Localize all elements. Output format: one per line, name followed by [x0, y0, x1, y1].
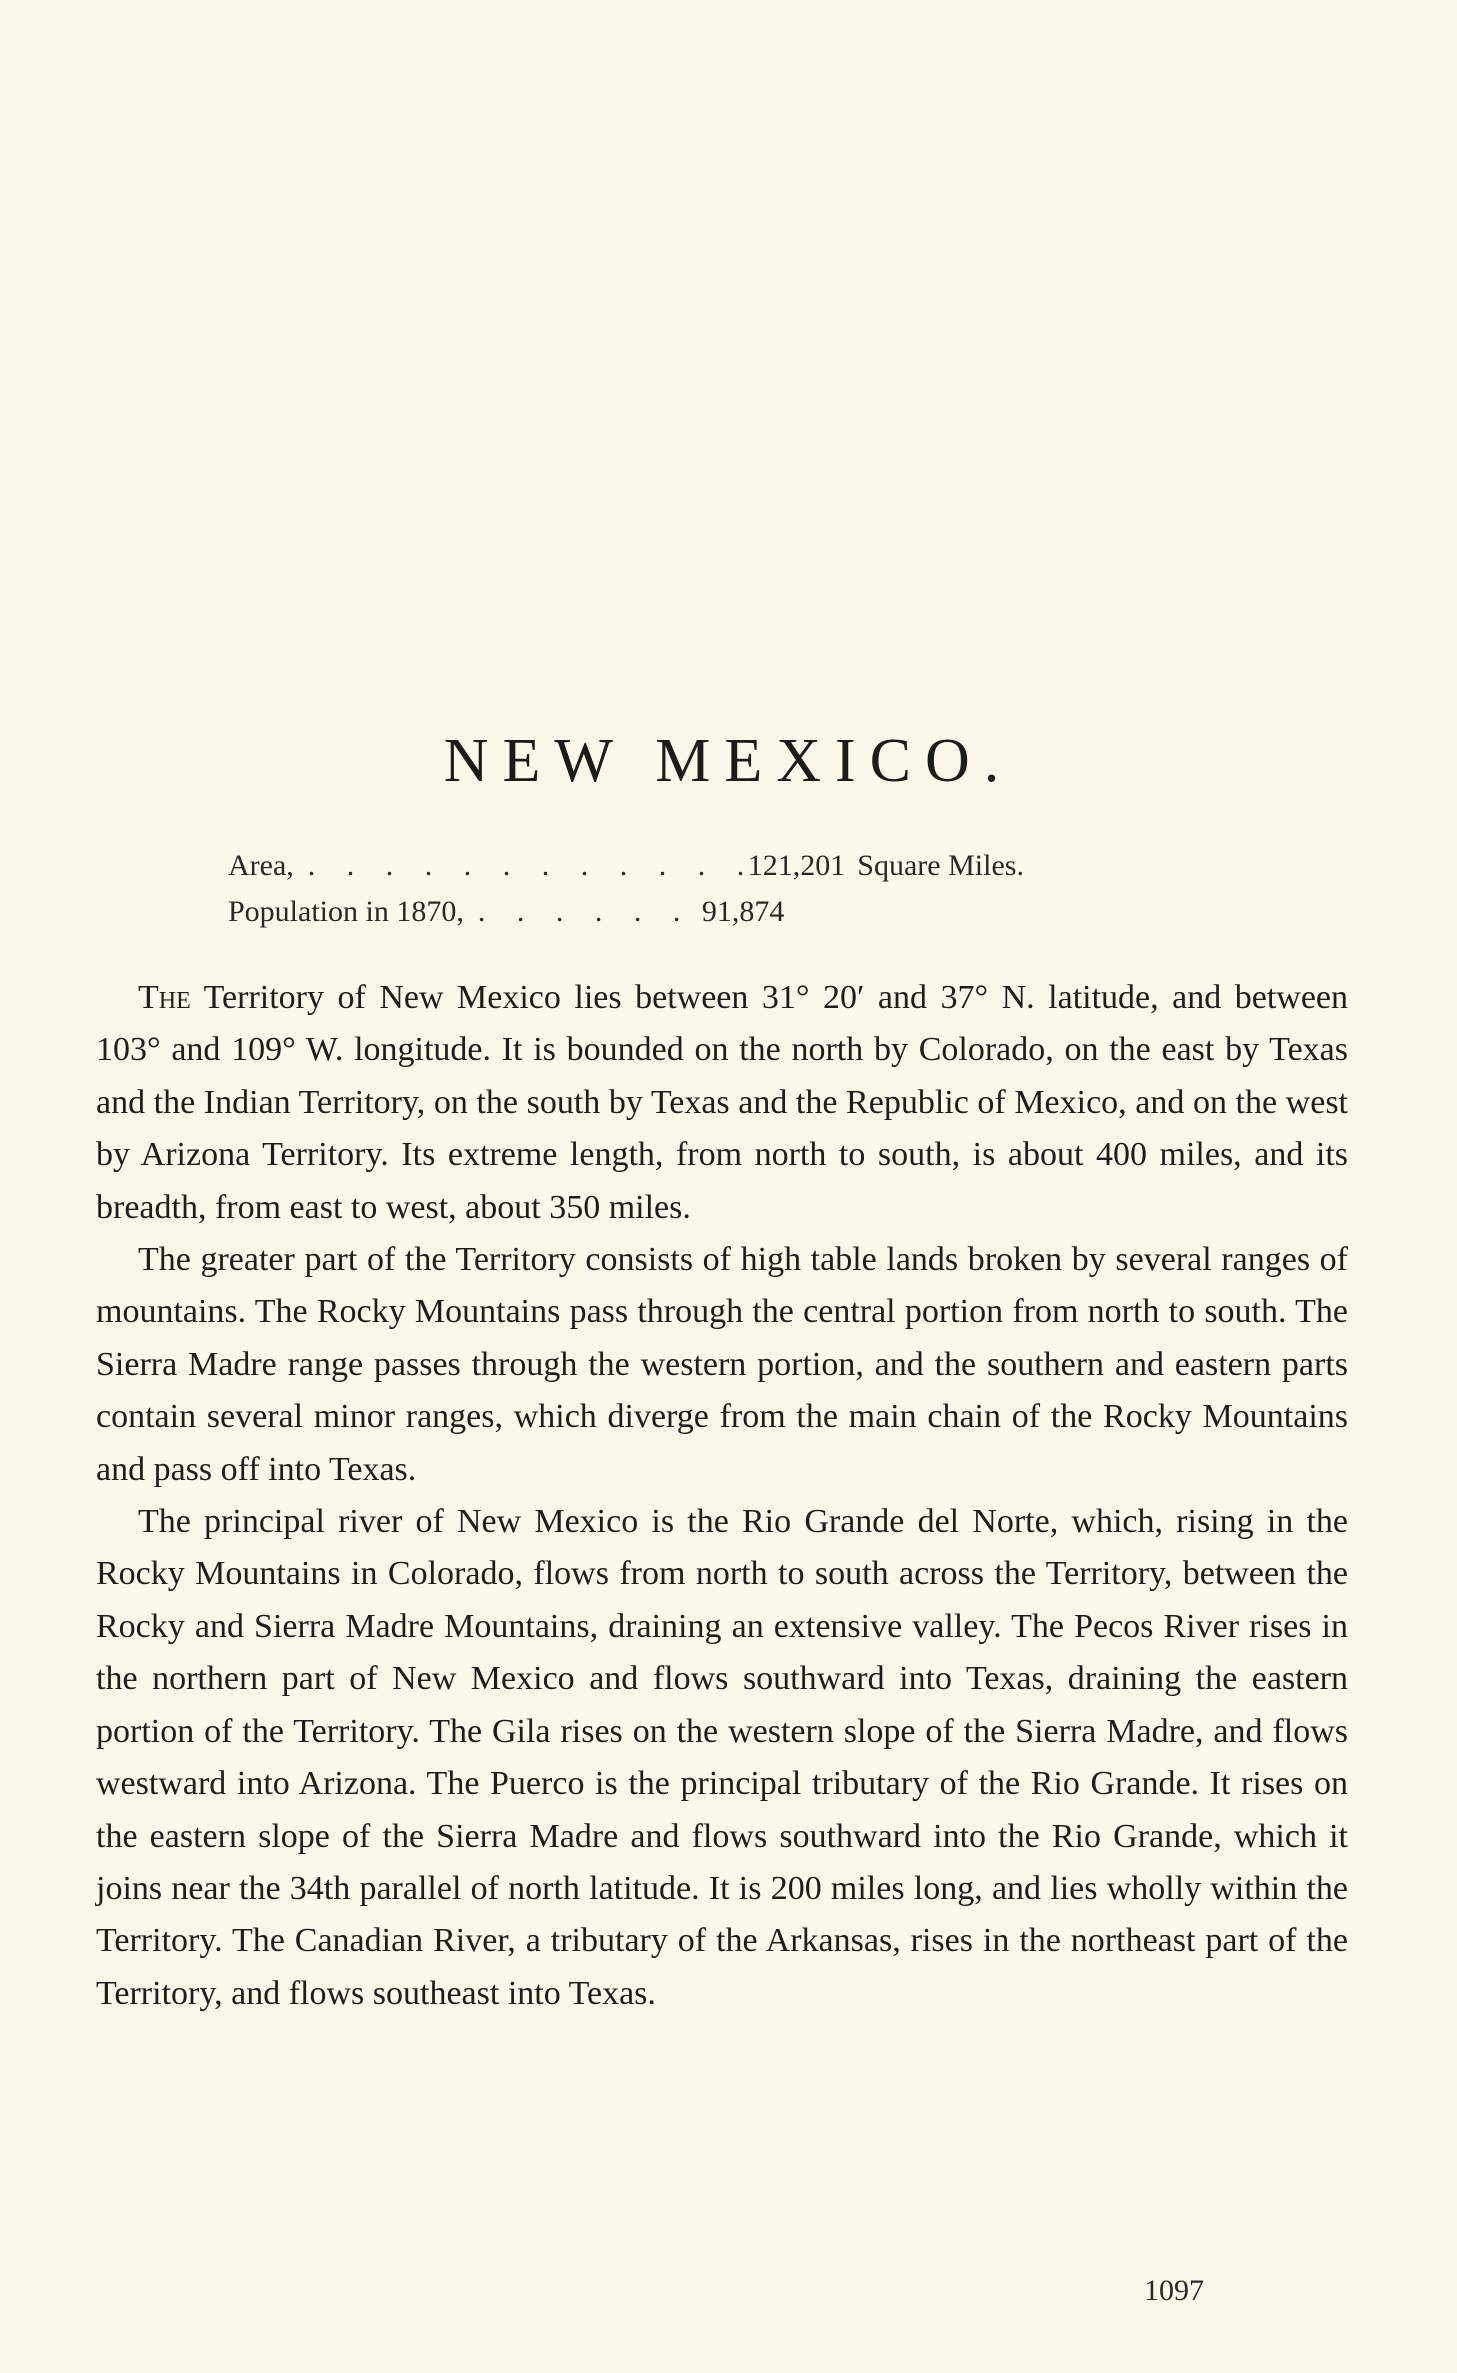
paragraph-3: The principal river of New Mexico is the Rio Grande del Norte, which, rising in the Rocky Mountains in Colorado, flows from north to south across the Territory, between the Rocky and Sierra Madre Mountains, draining an extensive valley. The Pecos River rises in the northern part of New Mexico and flows southward into Texas, draining the eastern portion of the Territory. The Gila rises on the western slope of the Sierra Madre, and flows westward into Arizona. The Puerco is the principal tributary of the Rio Grande. It rises on the eastern slope of the Sierra Madre and flows southward into the Rio Grande, which it joins near the 34th parallel of north latitude. It is 200 miles long, and lies wholly within the Territory. The Canadian River, a tributary of the Arkansas, rises in the northeast part of the Territory, and flows southeast into Texas. — [96, 1503, 1348, 2012]
paragraph-lead-word: The — [138, 979, 191, 1016]
paragraph-2: The greater part of the Territory consists of high table lands broken by several ranges of mountains. The Rocky Mountains pass through the central portion from north to south. The Sierra Madre range passes through the western portion, and the southern and eastern parts contain several minor ranges, which diverge from the main chain of the Rocky Mountains and pass off into Texas. — [96, 1241, 1348, 1488]
paragraph-1 — [96, 972, 1348, 1234]
area-leader: . . . . . . . . . . . . — [307, 849, 757, 882]
population-leader: . . . . . . — [477, 895, 693, 928]
population-row — [228, 889, 1278, 935]
area-unit: Square Miles. — [857, 849, 1024, 882]
page-title: NEW MEXICO. — [443, 727, 1014, 795]
statistics-block — [228, 843, 1278, 935]
body-text — [96, 972, 1348, 2020]
area-value: 121,201 — [747, 849, 846, 882]
area-row — [228, 843, 1278, 889]
population-label: Population in 1870, — [228, 895, 464, 928]
page-number: 1097 — [1144, 2274, 1204, 2307]
area-label: Area, — [228, 849, 294, 882]
population-value: 91,874 — [701, 895, 785, 928]
paragraph-text: Territory of New Mexico lies between 31° 20′ and 37° N. latitude, and between 103° and 109° W. longitude. It is bounded on the north by Colorado, on the east by Texas and the Indian Territory, on the south by Texas and the Republic of Mexico, and on the west by Arizona Territory. Its extreme length, from north to south, is about 400 miles, and its breadth, from east to west, about 350 miles. — [96, 979, 1348, 1226]
